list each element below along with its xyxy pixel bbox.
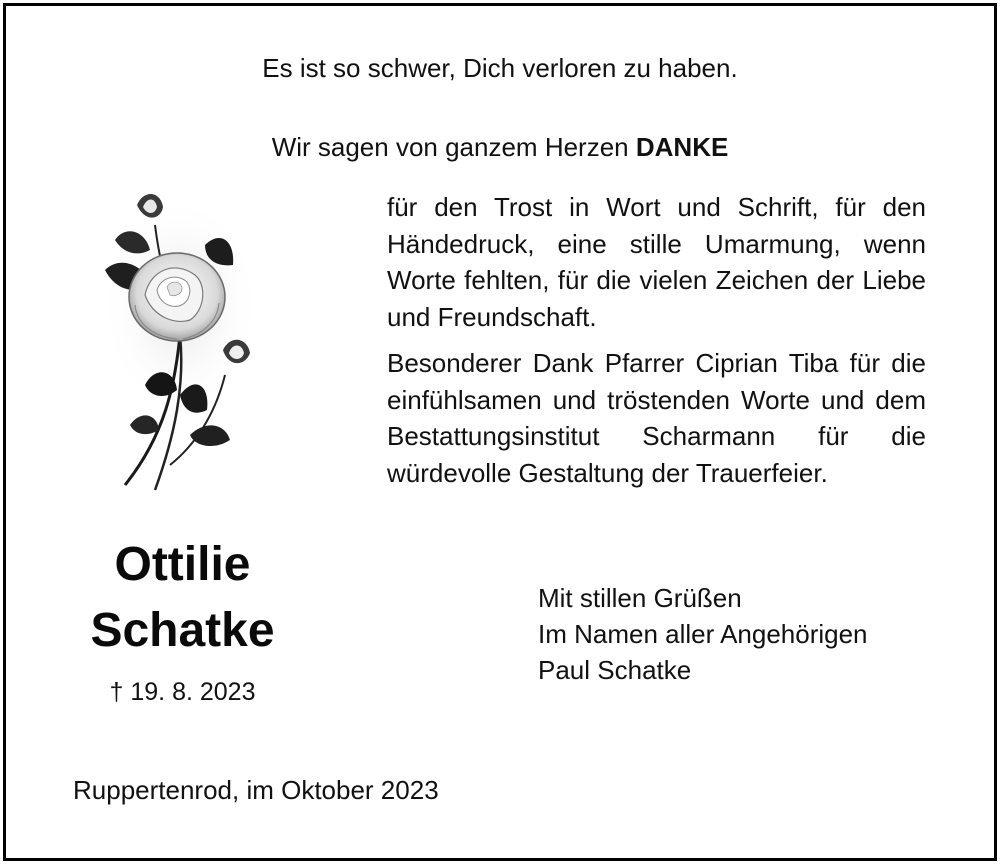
deceased-last-name: Schatke [90,604,275,657]
thanks-paragraph-1: für den Trost in Wort und Schrift, für den Händedruck, eine stille Umarmung, wenn Worte fehlten, für die vielen Zeichen der Liebe und Freundschaft. [387,192,926,332]
closing-family: Im Namen aller Angehörigen [538,619,868,649]
thanks-paragraph-2: Besonderer Dank Pfarrer Ciprian Tiba für die einfühlsamen und tröstenden Worte und dem Bestattungsinstitut Scharmann für die würdevolle Gestaltung der Trauerfeier. [387,348,926,488]
thanks-emphasis: DANKE [635,132,729,162]
opening-line: Es ist so schwer, Dich verloren zu haben. [262,53,738,83]
thanks-line [0,131,1000,163]
rose-illustration-icon [95,185,270,495]
death-date: † 19. 8. 2023 [109,678,256,706]
place-and-date: Ruppertenrod, im Oktober 2023 [73,775,439,805]
closing-greeting: Mit stillen Grüßen [538,583,742,613]
closing-signatory: Paul Schatke [538,655,692,685]
deceased-first-name: Ottilie [114,538,251,591]
thanks-line-text: Wir sagen von ganzem Herzen [271,132,636,162]
